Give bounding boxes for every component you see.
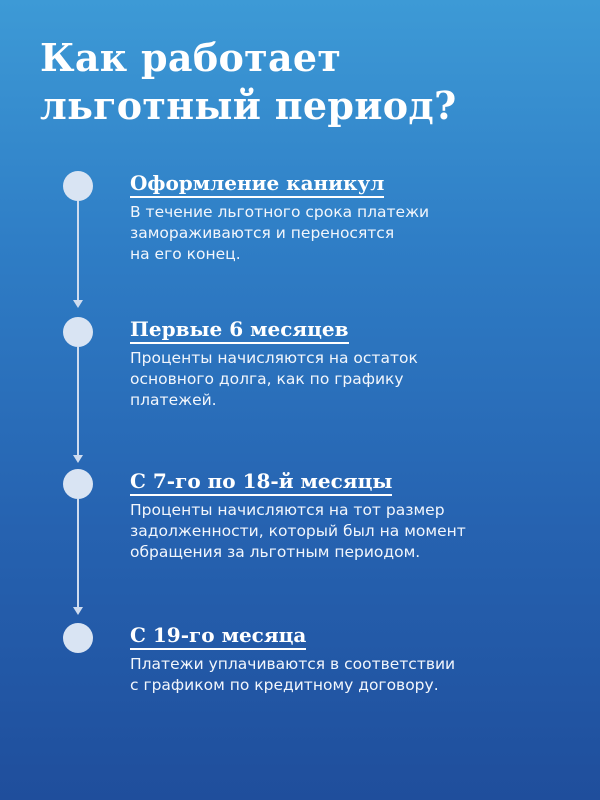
timeline-connector-2 <box>77 347 79 456</box>
arrow-down-icon <box>73 455 83 463</box>
timeline-connector-1 <box>77 201 79 301</box>
step-description <box>130 500 570 563</box>
page-title <box>40 34 457 130</box>
page-title-line-1: Как работает <box>40 35 342 80</box>
step-heading: Первые 6 месяцев <box>130 316 349 344</box>
timeline-dot-1 <box>63 171 93 201</box>
step-heading: Оформление каникул <box>130 170 384 198</box>
step-description-line: на его конец. <box>130 245 241 263</box>
step-from-19th-month <box>130 622 570 696</box>
step-description-line: с графиком по кредитному договору. <box>130 676 439 694</box>
step-description-line: замораживаются и переносятся <box>130 224 395 242</box>
step-description-line: обращения за льготным периодом. <box>130 543 421 561</box>
timeline-dot-3 <box>63 469 93 499</box>
step-description-line: платежей. <box>130 391 217 409</box>
step-description <box>130 348 570 411</box>
timeline-connector-3 <box>77 499 79 608</box>
step-months-7-18 <box>130 468 570 563</box>
step-description-line: Проценты начисляются на тот размер <box>130 501 445 519</box>
step-description <box>130 202 570 265</box>
timeline-dot-4 <box>63 623 93 653</box>
step-heading: С 7-го по 18-й месяцы <box>130 468 392 496</box>
step-description-line: В течение льготного срока платежи <box>130 203 430 221</box>
arrow-down-icon <box>73 607 83 615</box>
timeline-dot-2 <box>63 317 93 347</box>
step-description <box>130 654 570 696</box>
step-description-line: задолженности, который был на момент <box>130 522 466 540</box>
step-description-line: основного долга, как по графику <box>130 370 404 388</box>
step-first-6-months <box>130 316 570 411</box>
page-title-line-2: льготный период? <box>40 83 457 128</box>
step-description-line: Проценты начисляются на остаток <box>130 349 418 367</box>
arrow-down-icon <box>73 300 83 308</box>
step-description-line: Платежи уплачиваются в соответствии <box>130 655 456 673</box>
step-heading: С 19-го месяца <box>130 622 306 650</box>
step-registration <box>130 170 570 265</box>
